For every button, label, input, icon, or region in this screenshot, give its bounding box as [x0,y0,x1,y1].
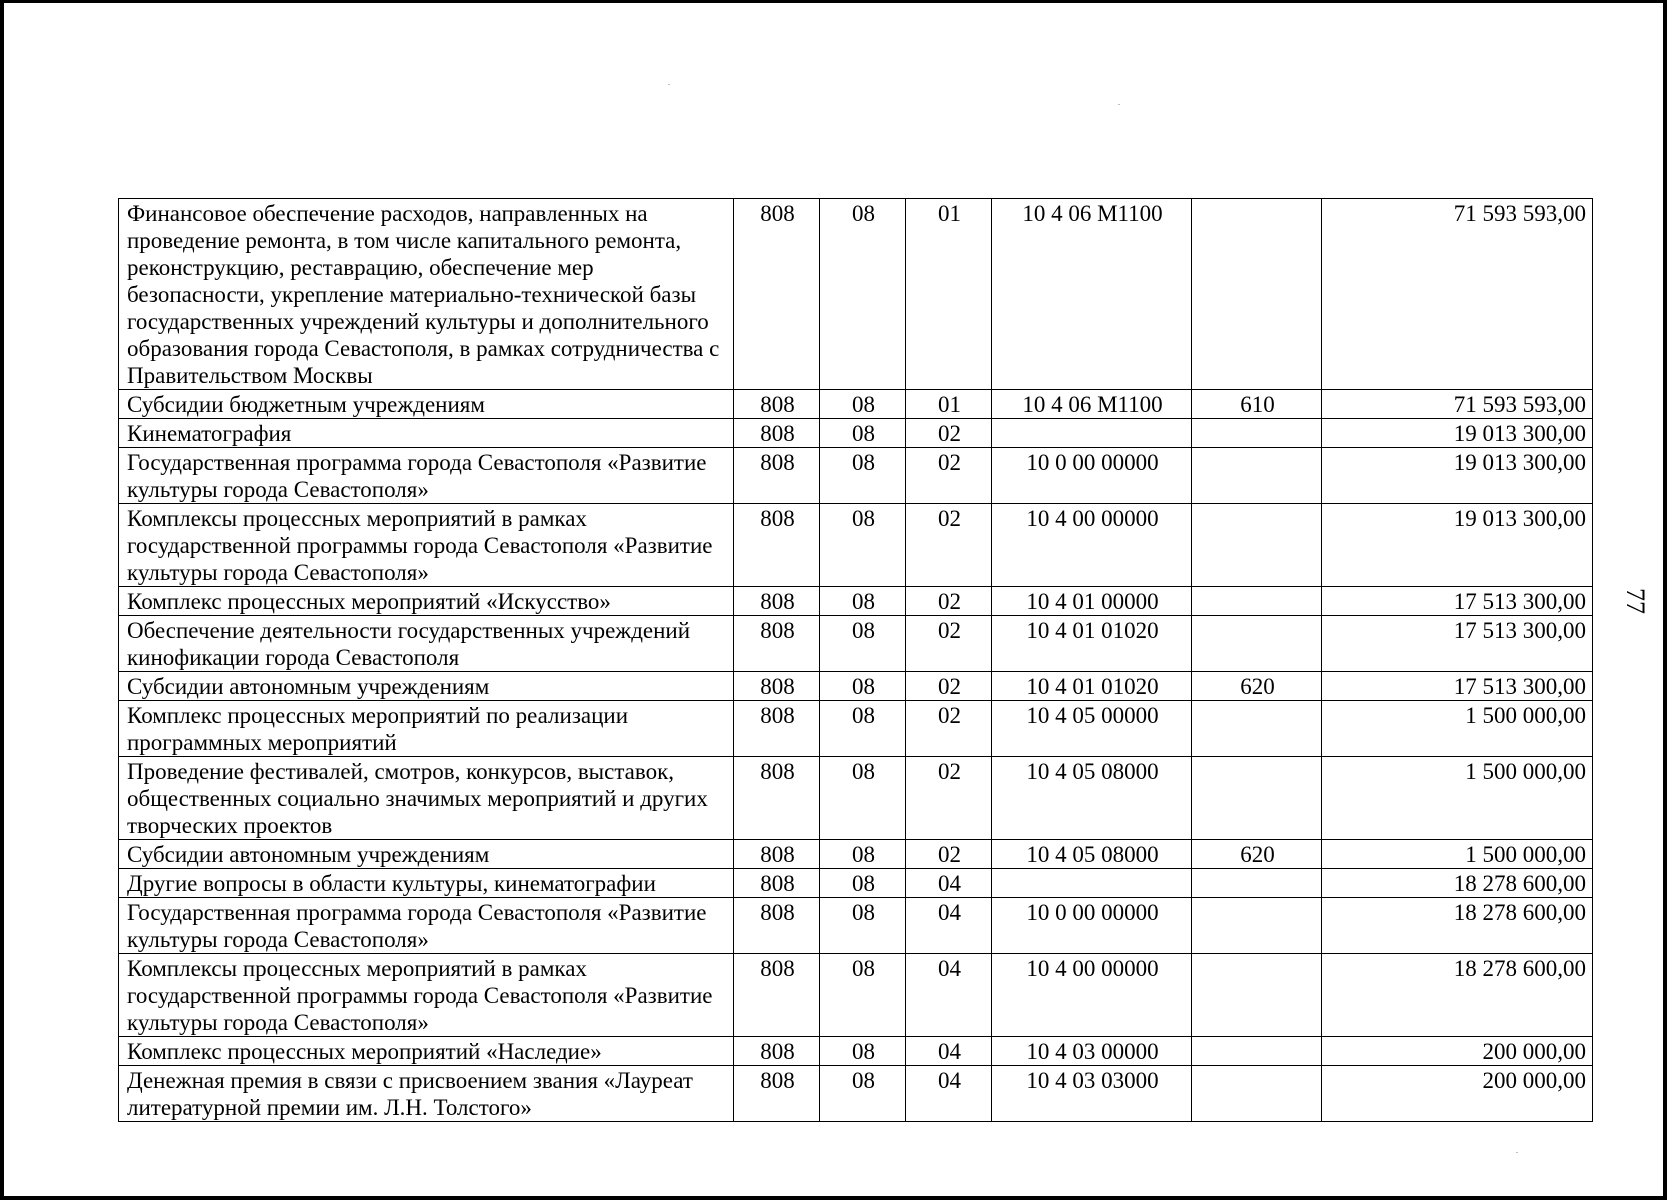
row-name: Государственная программа города Севастополя «Развитие культуры города Севастополя» [119,898,734,954]
amount: 200 000,00 [1322,1037,1593,1066]
ministry-code: 808 [734,869,820,898]
amount: 71 593 593,00 [1322,390,1593,419]
amount: 18 278 600,00 [1322,954,1593,1037]
expense-type-code [1192,419,1322,448]
ministry-code: 808 [734,419,820,448]
row-name: Кинематография [119,419,734,448]
target-code: 10 4 05 00000 [992,701,1192,757]
table-row [119,616,1593,672]
budget-table-body [119,199,1593,1122]
ministry-code: 808 [734,616,820,672]
target-code: 10 4 06 M1100 [992,199,1192,390]
amount: 17 513 300,00 [1322,672,1593,701]
target-code: 10 4 01 01020 [992,672,1192,701]
row-name: Комплекс процессных мероприятий «Искусство» [119,587,734,616]
target-code: 10 0 00 00000 [992,898,1192,954]
section-code: 08 [820,616,906,672]
subsection-code: 02 [906,587,992,616]
subsection-code: 04 [906,954,992,1037]
ministry-code: 808 [734,840,820,869]
table-row [119,199,1593,390]
scan-speck [668,84,670,85]
subsection-code: 04 [906,898,992,954]
budget-table [118,198,1593,1122]
target-code: 10 4 00 00000 [992,504,1192,587]
row-name: Обеспечение деятельности государственных учреждений кинофикации города Севастополя [119,616,734,672]
subsection-code: 02 [906,757,992,840]
row-name: Комплекс процессных мероприятий «Наследие» [119,1037,734,1066]
expense-type-code [1192,869,1322,898]
section-code: 08 [820,954,906,1037]
section-code: 08 [820,701,906,757]
table-row [119,419,1593,448]
target-code: 10 4 01 00000 [992,587,1192,616]
row-name: Финансовое обеспечение расходов, направленных на проведение ремонта, в том числе капитального ремонта, реконструкцию, реставрацию, обеспечение мер безопасности, укрепление материально-технической базы государственных учреждений культуры и дополнительного образования города Севастополя, в рамках сотрудничества с Правительством Москвы [119,199,734,390]
target-code: 10 4 06 M1100 [992,390,1192,419]
scan-border-bottom [0,1196,1667,1200]
ministry-code: 808 [734,1037,820,1066]
row-name: Комплексы процессных мероприятий в рамках государственной программы города Севастополя «Развитие культуры города Севастополя» [119,504,734,587]
amount: 200 000,00 [1322,1066,1593,1122]
ministry-code: 808 [734,757,820,840]
section-code: 08 [820,199,906,390]
target-code: 10 4 05 08000 [992,840,1192,869]
row-name: Денежная премия в связи с присвоением звания «Лауреат литературной премии им. Л.Н. Толстого» [119,1066,734,1122]
target-code: 10 4 01 01020 [992,616,1192,672]
expense-type-code [1192,1066,1322,1122]
ministry-code: 808 [734,504,820,587]
subsection-code: 02 [906,840,992,869]
expense-type-code [1192,616,1322,672]
row-name: Субсидии автономным учреждениям [119,840,734,869]
expense-type-code [1192,898,1322,954]
amount: 17 513 300,00 [1322,587,1593,616]
section-code: 08 [820,757,906,840]
amount: 19 013 300,00 [1322,504,1593,587]
row-name: Комплексы процессных мероприятий в рамках государственной программы города Севастополя «Развитие культуры города Севастополя» [119,954,734,1037]
subsection-code: 04 [906,1037,992,1066]
table-row [119,701,1593,757]
table-row [119,504,1593,587]
subsection-code: 01 [906,390,992,419]
page-number: 77 [1621,588,1650,614]
target-code: 10 4 00 00000 [992,954,1192,1037]
table-row [119,672,1593,701]
section-code: 08 [820,840,906,869]
table-row [119,448,1593,504]
row-name: Другие вопросы в области культуры, кинематографии [119,869,734,898]
amount: 1 500 000,00 [1322,840,1593,869]
scan-speck [1118,104,1120,105]
expense-type-code [1192,954,1322,1037]
section-code: 08 [820,1066,906,1122]
row-name: Субсидии автономным учреждениям [119,672,734,701]
section-code: 08 [820,898,906,954]
section-code: 08 [820,419,906,448]
amount: 19 013 300,00 [1322,419,1593,448]
ministry-code: 808 [734,587,820,616]
row-name: Проведение фестивалей, смотров, конкурсов, выставок, общественных социально значимых мероприятий и других творческих проектов [119,757,734,840]
expense-type-code [1192,448,1322,504]
expense-type-code [1192,504,1322,587]
row-name: Комплекс процессных мероприятий по реализации программных мероприятий [119,701,734,757]
ministry-code: 808 [734,199,820,390]
table-row [119,840,1593,869]
amount: 71 593 593,00 [1322,199,1593,390]
table-row [119,1037,1593,1066]
ministry-code: 808 [734,954,820,1037]
expense-type-code: 620 [1192,840,1322,869]
amount: 1 500 000,00 [1322,701,1593,757]
amount: 18 278 600,00 [1322,898,1593,954]
section-code: 08 [820,672,906,701]
expense-type-code [1192,701,1322,757]
target-code [992,419,1192,448]
amount: 18 278 600,00 [1322,869,1593,898]
target-code: 10 4 05 08000 [992,757,1192,840]
subsection-code: 02 [906,616,992,672]
expense-type-code: 620 [1192,672,1322,701]
section-code: 08 [820,869,906,898]
ministry-code: 808 [734,390,820,419]
table-row [119,954,1593,1037]
target-code: 10 4 03 03000 [992,1066,1192,1122]
scan-border-left [0,0,4,1200]
amount: 17 513 300,00 [1322,616,1593,672]
ministry-code: 808 [734,672,820,701]
scan-border-top [0,0,1667,3]
scan-border-right [1663,0,1667,1200]
target-code [992,869,1192,898]
section-code: 08 [820,1037,906,1066]
subsection-code: 04 [906,869,992,898]
row-name: Субсидии бюджетным учреждениям [119,390,734,419]
table-row [119,390,1593,419]
ministry-code: 808 [734,701,820,757]
expense-type-code [1192,587,1322,616]
subsection-code: 02 [906,672,992,701]
table-row [119,757,1593,840]
table-row [119,869,1593,898]
target-code: 10 4 03 00000 [992,1037,1192,1066]
subsection-code: 04 [906,1066,992,1122]
subsection-code: 02 [906,504,992,587]
table-row [119,1066,1593,1122]
section-code: 08 [820,504,906,587]
subsection-code: 01 [906,199,992,390]
amount: 19 013 300,00 [1322,448,1593,504]
table-row [119,898,1593,954]
section-code: 08 [820,587,906,616]
subsection-code: 02 [906,419,992,448]
section-code: 08 [820,390,906,419]
row-name: Государственная программа города Севастополя «Развитие культуры города Севастополя» [119,448,734,504]
expense-type-code [1192,199,1322,390]
table-row [119,587,1593,616]
amount: 1 500 000,00 [1322,757,1593,840]
section-code: 08 [820,448,906,504]
ministry-code: 808 [734,448,820,504]
target-code: 10 0 00 00000 [992,448,1192,504]
subsection-code: 02 [906,701,992,757]
expense-type-code [1192,1037,1322,1066]
scan-speck [1516,1152,1518,1153]
expense-type-code [1192,757,1322,840]
subsection-code: 02 [906,448,992,504]
ministry-code: 808 [734,1066,820,1122]
ministry-code: 808 [734,898,820,954]
expense-type-code: 610 [1192,390,1322,419]
